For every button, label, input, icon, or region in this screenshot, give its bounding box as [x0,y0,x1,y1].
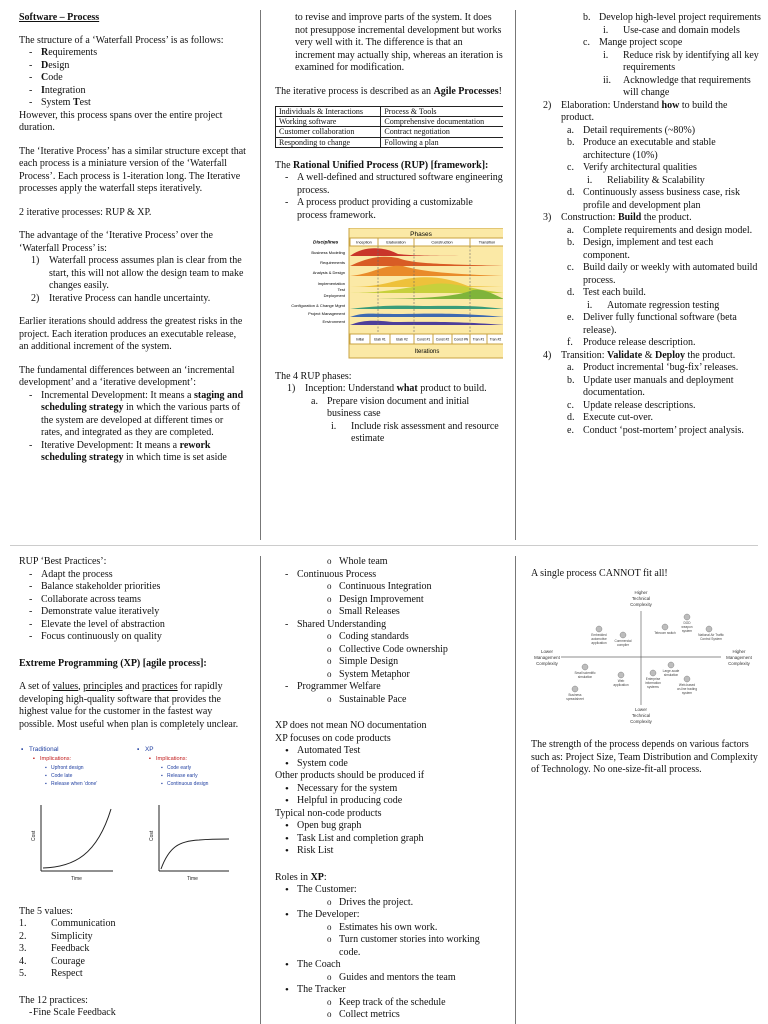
svg-text:Technical: Technical [631,595,651,601]
column-divider-left [260,10,261,540]
list-item: o Estimates his own work. [317,922,503,935]
list-item: • Helpful in producing code [275,795,503,808]
point-label: National Air Traffic [698,632,724,637]
list-item: - Focus continuously on quality [19,631,247,644]
roles-list [275,984,503,997]
paragraph: Earlier iterations should address the greatest risks in the project. Each iteration produces an executable release, an additional increment of the system. [19,316,243,352]
other-list [275,783,503,808]
svg-text:Code early: Code early [167,765,192,771]
cost-axis-label: Cost [149,830,155,841]
svg-text:Management: Management [534,654,560,660]
sublist [583,175,761,188]
svg-text:▪: ▪ [149,756,151,762]
axis-bottom-label: Lower [635,706,647,712]
phase-1-sublist [303,396,503,421]
advantages-list [19,255,247,305]
sublist [559,362,761,437]
roles-list [275,959,503,972]
list-item: b. Design, implement and test each component. [567,237,714,261]
list-item: o Drives the project. [317,897,503,910]
paragraph: The ‘Iterative Process’ has a similar structure except that each process is a miniature version of the ‘Waterfall Process’. Each process is 1-iteration long. The Iterative processes apply the waterfall steps iteratively. [19,145,246,194]
implications-label: Implications: [156,756,188,762]
panel-bottom-middle [275,556,503,1024]
list-item: • Open bug graph [275,820,503,833]
list-item: 3) Construction: Build the product. [543,212,692,223]
phases-intro: The 4 RUP phases: [275,370,352,382]
sublist [317,631,503,681]
row-requirements: Requirements [320,260,345,266]
svg-text:application: application [591,640,607,645]
list-item: • Risk List [275,845,503,858]
table-row: Individuals & Interactions Process & Tools [276,107,504,117]
list-item: - Code [19,72,247,85]
list-item: - Design [19,60,247,73]
svg-text:weapon: weapon [681,624,693,629]
list-item: o Continuous Integration [317,581,503,594]
list-item: - Iterative Development: It means a rework scheduling strategy in which time is set aside [19,440,247,465]
list-item: • Task List and completion graph [275,833,503,846]
svg-text:automotive: automotive [591,636,607,641]
panel-bottom-right [531,556,761,1024]
list-item: 2. Simplicity [19,930,93,942]
best-practices-list [19,569,247,644]
agile-heading: The iterative process is described as an Agile Processes! [275,85,502,97]
svg-text:information: information [645,680,661,685]
svg-text:spreadsheet: spreadsheet [566,696,584,701]
list-item: - Integration [19,85,247,98]
point-label: Business [568,692,582,697]
list-item: a. Prepare vision document and initial business case [311,395,470,420]
xp-description: A set of values, principles and practices for rapidly developing high-quality software that provides the highest value for the customer in the fastest way possible. Most useful when plan is completely unclear. [19,681,239,730]
list-item: ii. Acknowledge that requirements will change [603,74,751,98]
list-item: o Sustainable Pace [317,694,503,707]
typical-list [275,820,503,858]
svg-text:▪: ▪ [137,746,140,753]
list-item: • The Coach [275,959,503,972]
phase-inception: Inception [356,240,372,245]
disciplines-label: Disciplines [313,240,339,246]
list-item: - Demonstrate value iteratively [19,606,247,619]
svg-text:Complexity: Complexity [728,660,750,666]
panel-top-middle [275,12,503,532]
row-deployment: Deployment [323,293,345,299]
sublist [559,187,761,212]
phase-list-3 [531,212,761,225]
table-row: Customer collaboration Contract negotiation [276,127,504,137]
list-item: - Incremental Development: It means a staging and scheduling strategy in which the various parts of the system are developed at different times or rates, and integrated as they are completed. [19,390,247,440]
rup-heading: The Rational Unified Process (RUP) [framework]: [275,159,489,171]
svg-text:Code late: Code late [51,773,73,779]
svg-text:application: application [613,682,629,687]
iteration-label: Const #1 [416,337,431,342]
list-item: o Small Releases [317,606,503,619]
roles-heading: Roles in XP: [275,871,327,883]
list-item: c. Mange project scope [583,37,683,48]
svg-text:Complexity: Complexity [630,718,652,724]
list-item: 1) Waterfall process assumes plan is clear from the start, this will not allow the design team to make changes easily. [31,255,244,291]
list-item: 2) Elaboration: Understand how to build the product. [543,99,728,123]
typical-line: Typical non-code products [275,807,382,819]
sublist [583,300,761,313]
practice-groups [275,681,503,694]
list-item: • The Developer: [275,909,503,922]
list-item: o Design Improvement [317,594,503,607]
table-row: Responding to change Following a plan [276,137,504,147]
advantage-intro: The advantage of the ‘Iterative Process’ over the ‘Waterfall Process’ is: [19,230,213,254]
list-item: - A well-defined and structured software engineering process. [275,172,503,197]
list-item: d. Test each build. [567,287,646,298]
sublist [317,997,503,1022]
svg-text:on-line trading: on-line trading [676,686,698,691]
point-label: Commercial [614,638,632,643]
list-item: e. Conduct ‘post-mortem’ project analysis. [567,424,744,436]
iteration-label: Const #N [453,337,469,342]
sublist [599,50,761,100]
list-item: • Necessary for the system [275,783,503,796]
svg-text:▪: ▪ [161,781,163,787]
list-item: a. Complete requirements and design model. [567,224,753,236]
panel-top-right [531,12,761,532]
column-divider-right-bottom [515,556,516,1024]
roles-list [275,884,503,897]
paragraph: However, this process spans over the entire project duration. [19,109,223,133]
list-item: o Turn customer stories into working code. [317,934,503,959]
point-label: Enterprise [645,676,661,681]
iteration-label: Tran #2 [489,337,502,342]
svg-text:Release early: Release early [167,773,198,779]
list-item: i. Automate regression testing [587,299,720,311]
list-item: - Requirements [19,47,247,60]
sublist [317,694,503,707]
phase-1-subsublist [327,421,503,446]
focus-line: XP focuses on code products [275,732,391,744]
iterations-label: Iterations [414,349,440,356]
row-implementation: Implementation [317,281,345,287]
practices-title: The 12 practices: [19,994,88,1006]
svg-text:▪: ▪ [161,765,163,771]
list-item: - Elevate the level of abstraction [19,619,247,632]
list-item: - System Test [19,97,247,110]
cost-axis-label: Cost [31,830,37,841]
roles-list [275,909,503,922]
list-item: - Programmer Welfare [275,681,503,694]
svg-text:Control System: Control System [700,636,722,641]
list-item: o Guides and mentors the team [317,972,503,985]
axis-top-label: Higher [634,589,648,595]
panel-bottom-left [19,556,247,1024]
practice-groups [275,569,503,582]
list-item: o Collective Code ownership [317,644,503,657]
sublist [575,37,761,50]
svg-text:Complexity: Complexity [630,601,652,607]
list-item: i. Reduce risk by identifying all key requirements [603,49,759,73]
point-label: Web [617,678,625,683]
values-title: The 5 values: [19,905,73,917]
agile-manifesto-table [275,106,503,148]
rup-points [275,172,503,222]
row-divider [10,545,758,546]
sublist [317,556,503,569]
row-project-mgmt: Project Management [308,311,345,317]
list-item: i. Reliability & Scalability [587,174,705,186]
point-label: Embedded [591,632,607,637]
row-test: Test [337,287,345,293]
phase-list-2 [531,100,761,125]
list-item: a. Product incremental ‘bug-fix’ releases. [567,362,739,373]
svg-text:system: system [681,628,693,633]
point-label: Web-based [678,682,696,687]
svg-text:▪: ▪ [45,781,47,787]
complexity-quadrant-figure [531,587,759,727]
time-axis-label: Time [187,876,198,882]
list-item: a. Detail requirements (~80%) [567,124,696,136]
sublist [599,25,761,38]
svg-text:Technical: Technical [631,712,651,718]
list-item: - Balance stakeholder priorities [19,581,247,594]
practices-list [19,1007,247,1020]
row-config: Configuration & Change Mgmt [291,303,345,309]
list-item: b. Update user manuals and deployment documentation. [567,374,734,398]
sublist [559,312,761,350]
list-item: - Fine Scale Feedback [19,1007,247,1020]
list-item: - Adapt the process [19,569,247,582]
list-item: • The Customer: [275,884,503,897]
other-line: Other products should be produced if [275,770,425,781]
time-axis-label: Time [71,876,82,882]
list-item: • The Tracker [275,984,503,997]
list-item: 1) Inception: Understand what product to build. [287,383,487,395]
list-item: f. Produce release description. [567,337,696,348]
list-item: c. Build daily or weekly with automated build process. [567,262,758,286]
row-business-modeling: Business Modeling [311,250,345,256]
sublist [317,922,503,960]
list-item: o Coding standards [317,631,503,644]
list-item: b. Produce an executable and stable architecture (10%) [567,137,716,161]
list-item: o System Metaphor [317,669,503,682]
sublist [317,897,503,910]
differences-intro: The fundamental differences between an ‘incremental development’ and a ‘iterative development’: [19,364,235,388]
sublist [317,972,503,985]
continued-text: to revise and improve parts of the system. It does not presuppose incremental development but works very well with it. The difference is that an increment may actually ship, whereas an iteration is examined for modification. [295,12,503,73]
best-practices-title: RUP ‘Best Practices’: [19,556,107,567]
rup-phases-figure [283,228,503,360]
svg-text:▪: ▪ [33,756,35,762]
list-item: 1. Communication [19,918,116,929]
svg-text:▪: ▪ [161,773,163,779]
focus-list [275,745,503,770]
svg-text:▪: ▪ [45,773,47,779]
list-item: 3. Feedback [19,943,90,954]
phase-elaboration: Elaboration [386,240,406,245]
traditional-label: Traditional [29,746,59,753]
phase-list-4 [531,350,761,363]
list-item: o Whole team [317,556,503,569]
implications-label: Implications: [40,756,72,762]
practice-groups [275,619,503,632]
column-divider-left-bottom [260,556,261,1024]
svg-text:Continuous design: Continuous design [167,781,209,787]
phase-1-continued [575,12,761,25]
strength-paragraph: The strength of the process depends on various factors such as: Project Size, Team Distribution and Complexity of Technology. No one-size-fit-all process. [531,739,758,775]
svg-text:Upfront design: Upfront design [51,765,84,771]
list-item: c. Update release descriptions. [567,399,696,411]
list-item: 5. Respect [19,968,83,979]
svg-text:Management: Management [726,654,752,660]
phase-list [275,383,503,396]
list-item: 4. Courage [19,955,85,967]
waterfall-steps [19,47,247,110]
list-item: - Continuous Process [275,569,503,582]
axis-left-label: Lower [541,648,553,654]
iteration-label: Tran #1 [472,337,485,342]
list-item: d. Execute cut-over. [567,412,653,423]
list-item: c. Verify architectural qualities [567,162,697,173]
single-process-heading: A single process CANNOT fit all! [531,568,668,579]
list-item: - Shared Understanding [275,619,503,632]
xp-label: XP [145,746,154,753]
list-item: • Automated Test [275,745,503,758]
iteration-label: Elab #1 [374,337,386,342]
rup-phases-label: Phases [410,231,432,239]
cost-of-change-figure [19,743,247,893]
xp-title: Extreme Programming (XP) [agile process]: [19,657,207,669]
list-item: i. Use-case and domain models [603,24,740,36]
paragraph: 2 iterative processes: RUP & XP. [19,206,152,218]
iteration-label: Initial [356,337,364,342]
list-item: e. Deliver fully functional software (beta release). [567,312,737,336]
list-item: o Collect metrics [317,1009,503,1022]
svg-text:Complexity: Complexity [536,660,558,666]
no-doc-line: XP does not mean NO documentation [275,720,427,731]
phase-construction: Construction [431,240,453,245]
svg-text:system: system [681,690,693,695]
point-label: Large-scale [662,668,680,673]
list-item: d. Continuously assess business case, risk profile and development plan [567,187,740,211]
point-label: Telecom switch [654,630,676,635]
list-item: - A process product providing a customizable process framework. [275,197,503,222]
values-list [19,918,247,981]
list-item: o Keep track of the schedule [317,997,503,1010]
sublist [559,225,761,300]
differences-list [19,390,247,465]
svg-text:▪: ▪ [21,746,24,753]
sublist [317,581,503,619]
waterfall-intro: The structure of a ‘Waterfall Process’ is as follows: [19,34,224,46]
svg-text:simulation: simulation [663,672,679,677]
iteration-label: Elab #2 [396,337,408,342]
svg-text:systems: systems [647,684,659,689]
svg-text:▪: ▪ [45,765,47,771]
svg-text:Release when ‘done’: Release when ‘done’ [51,781,98,787]
list-item: 2) Iterative Process can handle uncertainty. [31,292,211,304]
list-item: - Collaborate across teams [19,594,247,607]
list-item: • System code [275,758,503,771]
list-item: o Simple Design [317,656,503,669]
page-title: Software – Process [19,12,100,23]
panel-top-left [19,12,247,532]
phase-transition: Transition [478,240,496,245]
row-analysis-design: Analysis & Design [312,270,345,276]
axis-right-label: Higher [732,648,746,654]
list-item: 4) Transition: Validate & Deploy the product. [543,349,736,361]
list-item: b. Develop high-level project requirements [583,12,761,23]
list-item: i. Include risk assessment and resource estimate [331,420,499,445]
column-divider-right [515,10,516,540]
table-row: Working software Comprehensive documentation [276,117,504,127]
sublist [559,125,761,175]
point-label: Small scientific [574,670,596,675]
point-label: DOD [683,620,691,625]
row-environment: Environment [322,319,345,325]
svg-text:simulation: simulation [577,674,593,679]
iteration-label: Const #2 [435,337,450,342]
svg-text:compiler: compiler [616,642,630,647]
